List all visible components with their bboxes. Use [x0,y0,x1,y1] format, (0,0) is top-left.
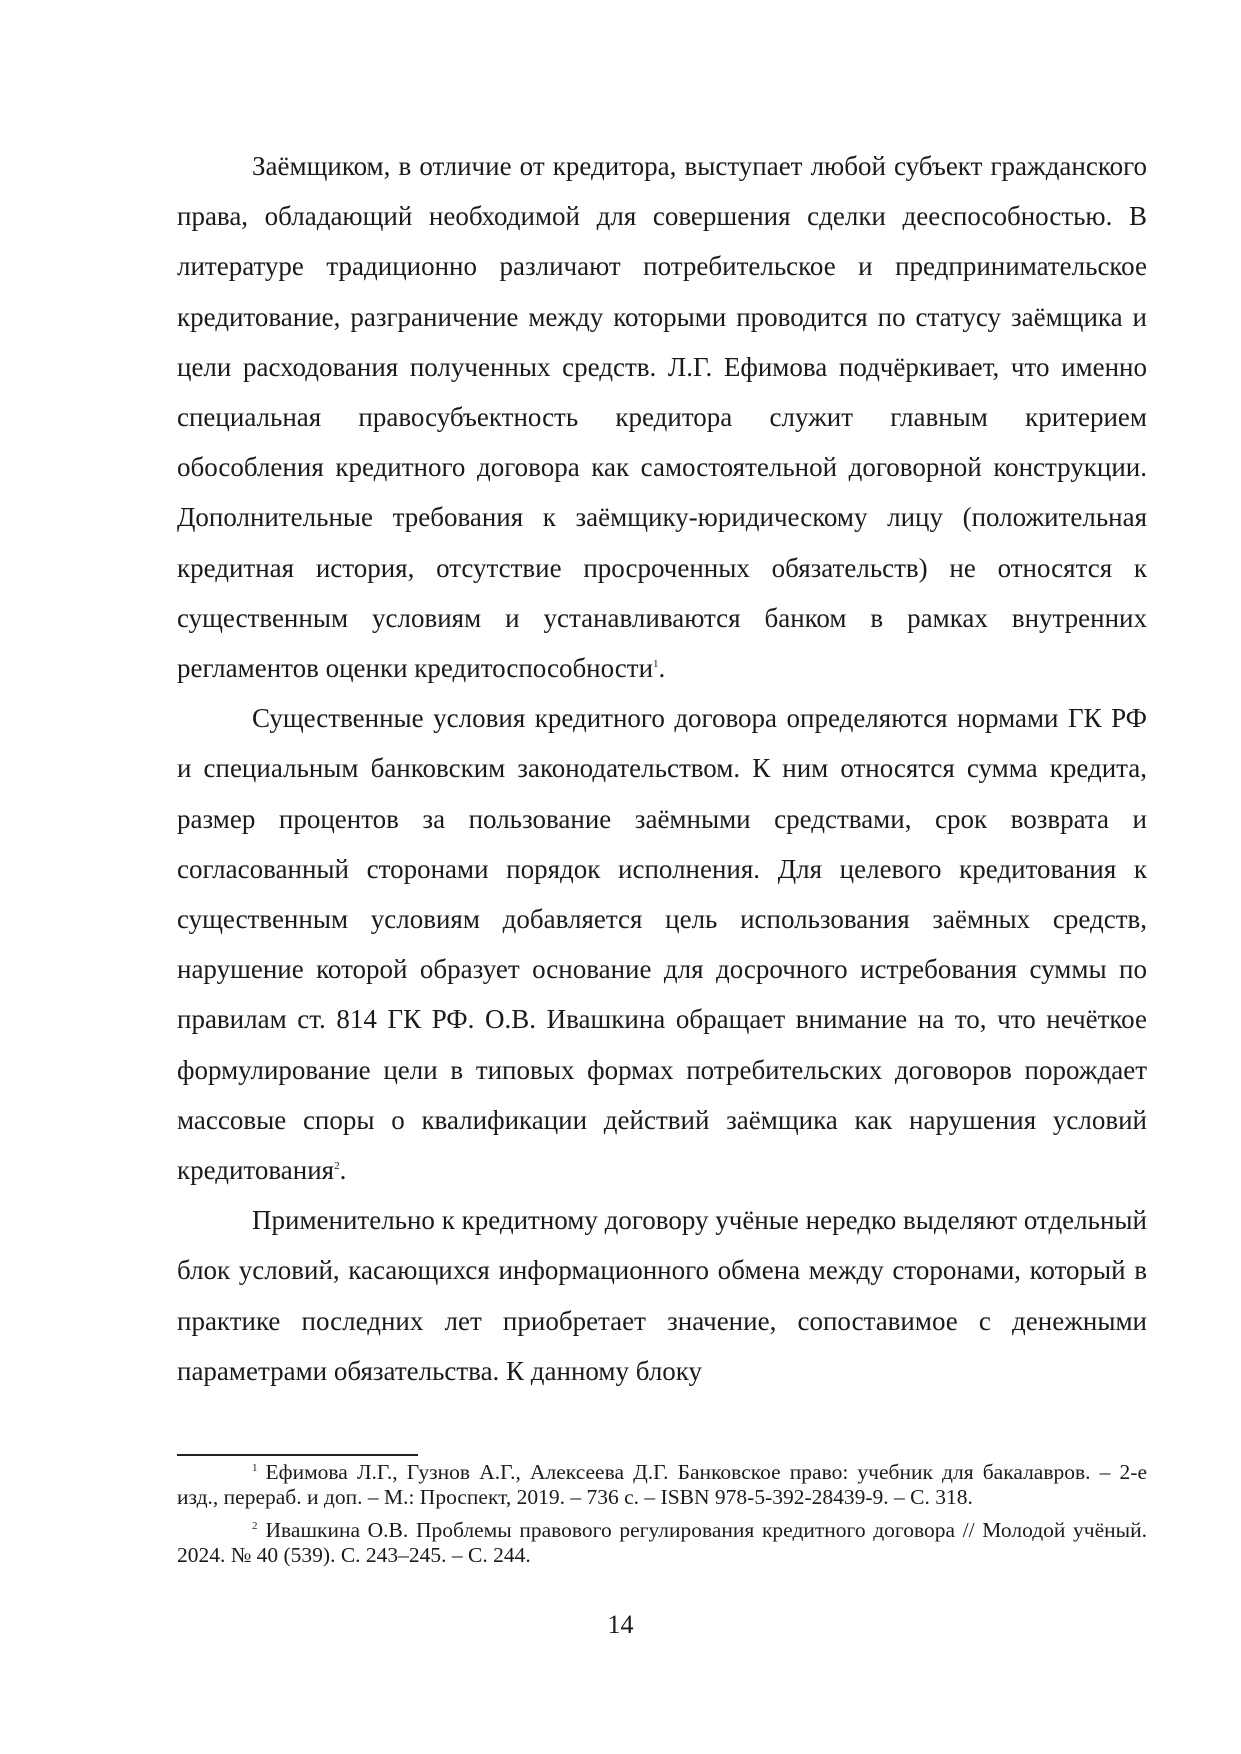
body-text [177,141,1147,1396]
footnote-mark: 2 [252,1520,258,1532]
footnote-separator [177,1454,418,1456]
footnotes [177,1460,1147,1576]
footnote-mark: 1 [252,1462,258,1474]
footnote [177,1518,1147,1568]
paragraph-information-block [177,1195,1147,1396]
footnote-reference[interactable]: 1 [653,658,659,671]
paragraph-text: Заёмщиком, в отличие от кредитора, выступает любой субъект гражданского права, обладающий необходимой для совершения сделки дееспособностью. В литературе традиционно различают потребительское и предпринимательское кредитование, разграничение между которыми проводится по статусу заёмщика и цели расходования полученных средств. Л.Г. Ефимова подчёркивает, что именно специальная правосубъектность кредитора служит главным критерием обособления кредитного договора как самостоятельной договорной конструкции. Дополнительные требования к заёмщику-юридическому лицу (положительная кредитная история, отсутствие просроченных обязательств) не относятся к существенным условиям и устанавливаются банком в рамках внутренних регламентов оценки кредитоспособности [177,151,1147,684]
paragraph-essential-terms [177,693,1147,1195]
paragraph-text: Применительно к кредитному договору учёные нередко выделяют отдельный блок условий, касающихся информационного обмена между сторонами, который в практике последних лет приобретает значение, сопоставимое с денежными параметрами обязательства. К данному блоку [177,1205,1147,1386]
paragraph-text: Существенные условия кредитного договора определяются нормами ГК РФ и специальным банковским законодательством. К ним относятся сумма кредита, размер процентов за пользование заёмными средствами, срок возврата и согласованный сторонами порядок исполнения. Для целевого кредитования к существенным условиям добавляется цель использования заёмных средств, нарушение которой образует основание для досрочного истребования суммы по правилам ст. 814 ГК РФ. О.В. Ивашкина обращает внимание на то, что нечёткое формулирование цели в типовых формах потребительских договоров порождает массовые споры о квалификации действий заёмщика как нарушения условий кредитования [177,703,1147,1186]
paragraph-tail: . [658,653,666,684]
footnote-reference[interactable]: 2 [334,1160,340,1173]
paragraph-tail: . [339,1155,347,1186]
footnote [177,1460,1147,1510]
footnote-text: Ивашкина О.В. Проблемы правового регулирования кредитного договора // Молодой учёный. 2024. № 40 (539). С. 243–245. – С. 244. [177,1518,1147,1567]
paragraph-borrower [177,141,1147,693]
footnote-text: Ефимова Л.Г., Гузнов А.Г., Алексеева Д.Г. Банковское право: учебник для бакалавров. – 2-е изд., перераб. и доп. – М.: Проспект, 2019. – 736 с. – ISBN 978-5-392-28439-9. – С. 318. [177,1460,1147,1509]
page-number: 14 [607,1610,634,1639]
